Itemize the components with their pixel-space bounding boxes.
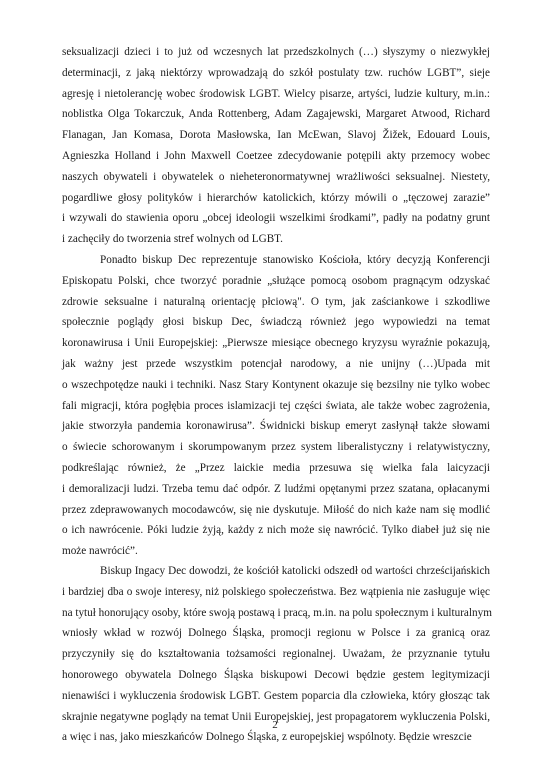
text-line: i zachęciły do tworzenia stref wolnych od LGBT. <box>62 233 283 246</box>
text-line: wniosły wkład w rozwój Dolnego Śląska, promocji regionu w Polsce i za granicą oraz <box>62 627 490 640</box>
text-line: honorowego obywatela Dolnego Śląska biskupowi Decowi będzie gestem legitymizacji <box>62 668 490 681</box>
text-line: a więc i nas, jako mieszkańców Dolnego Śląska, z europejskiej wspólnoty. Będzie wreszcie <box>62 731 472 744</box>
text-line: Biskup Ingacy Dec dowodzi, że kościół katolicki odszedł od wartości chrześcijańskich <box>100 565 490 577</box>
text-line: nienawiści i wykluczenia środowisk LGBT. Gestem poparcia dla człowieka, który głosząc tak <box>62 689 490 702</box>
text-line: Agnieszka Holland i John Maxwell Coetzee zdecydowanie potępili akty przemocy wobec <box>62 149 490 162</box>
text-line: agresję i nietolerancję wobec środowisk LGBT. Wielcy pisarze, artyści, ludzie kultury, m.in.: <box>62 87 490 100</box>
text-line: Flanagan, Jan Komasa, Dorota Masłowska, Ian McEwan, Slavoj Žižek, Edouard Louis, <box>62 129 490 142</box>
text-line: Ponadto biskup Dec reprezentuje stanowisko Kościoła, który decyzją Konferencji <box>100 254 490 266</box>
text-line: Episkopatu Polski, chce tworzyć poradnie „służące pomocą osobom pragnącym odzyskać <box>62 274 490 287</box>
text-line: o ich nawrócenie. Póki ludzie żyją, każdy z nich może się nawrócić. Tylko diabeł już się nie <box>62 524 490 537</box>
text-line: i bardziej dba o swoje interesy, niż polskiego społeczeństwa. Bez wątpienia nie zasługuje więc <box>62 585 490 598</box>
text-line: seksualizacji dzieci i to już od wczesnych lat przedszkolnych (…) słyszymy o niezwykłej <box>62 46 490 58</box>
page-number: 2 <box>272 719 278 731</box>
text-line: noblistka Olga Tokarczuk, Anda Rottenberg, Adam Zagajewski, Margaret Atwood, Richard <box>62 108 490 121</box>
text-line: pogardliwe głosy polityków i hierarchów katolickich, którzy mówili o „tęczowej zarazie” <box>62 191 490 204</box>
text-line: fali migracji, która pogłębia proces islamizacji tej części świata, ale także wobec zagrożenia, <box>62 399 490 412</box>
text-line: jakie stworzyła pandemia koronawirusa”. Świdnicki biskup emeryt zasłynął także słowami <box>62 420 490 433</box>
text-line: zdrowie seksualne i naturalną orientację płciową". O tym, jak zaściankowe i szkodliwe <box>62 295 490 308</box>
text-line: skrajnie negatywne poglądy na temat Unii Europejskiej, jest propagatorem wykluczenia Polski, <box>62 710 490 723</box>
paragraph-2 <box>62 250 490 562</box>
text-line: naszych obywateli i obywatelek o nieheteronormatywnej wrażliwości seksualnej. Niestety, <box>62 170 490 183</box>
text-line: o świecie schorowanym i skorumpowanym przez system liberalistyczny i relatywistyczny, <box>62 441 490 454</box>
text-line: przyczyniły się do kształtowania tożsamości regionalnej. Uważam, że przyznanie tytułu <box>62 648 490 661</box>
text-line: podkreślając również, że „Przez laickie media przesuwa się wielka fala laicyzacji <box>62 461 490 474</box>
text-line: jak ważny jest przede wszystkim potencjał narodowy, a nie unijny (…)Upada mit <box>62 357 490 370</box>
text-line: o wszechpotędze nauki i techniki. Nasz Stary Kontynent okazuje się bezsilny nie tylko wobec <box>62 378 490 391</box>
text-line: na tytuł honorujący osoby, które swoją postawą i pracą, m.in. na polu społecznym i kulturalnym <box>62 606 492 619</box>
text-line: i wzywali do stawienia oporu „obcej ideologii wszelkimi środkami”, padły na podatny grunt <box>62 212 490 225</box>
paragraph-1 <box>62 42 490 250</box>
text-line: przez zdeprawowanych mocodawców, się nie dyskutuje. Miłość do nich każe nam się modlić <box>62 503 490 516</box>
text-line: determinacji, z jaką niektórzy wprowadzają do szkół postulaty tzw. ruchów LGBT”, sieje <box>62 66 490 79</box>
text-line: i demoralizacji ludzi. Trzeba temu dać odpór. Z ludźmi opętanymi przez szatana, opłacanymi <box>62 482 490 495</box>
text-line: koronawirusa i Unii Europejskiej: „Pierwsze miesiące obecnego kryzysu wyraźnie pokazują, <box>62 337 490 350</box>
text-line: może nawrócić”. <box>62 545 138 558</box>
text-line: społecznie poglądy głosi biskup Dec, świadczą również jego wypowiedzi na temat <box>62 316 490 329</box>
